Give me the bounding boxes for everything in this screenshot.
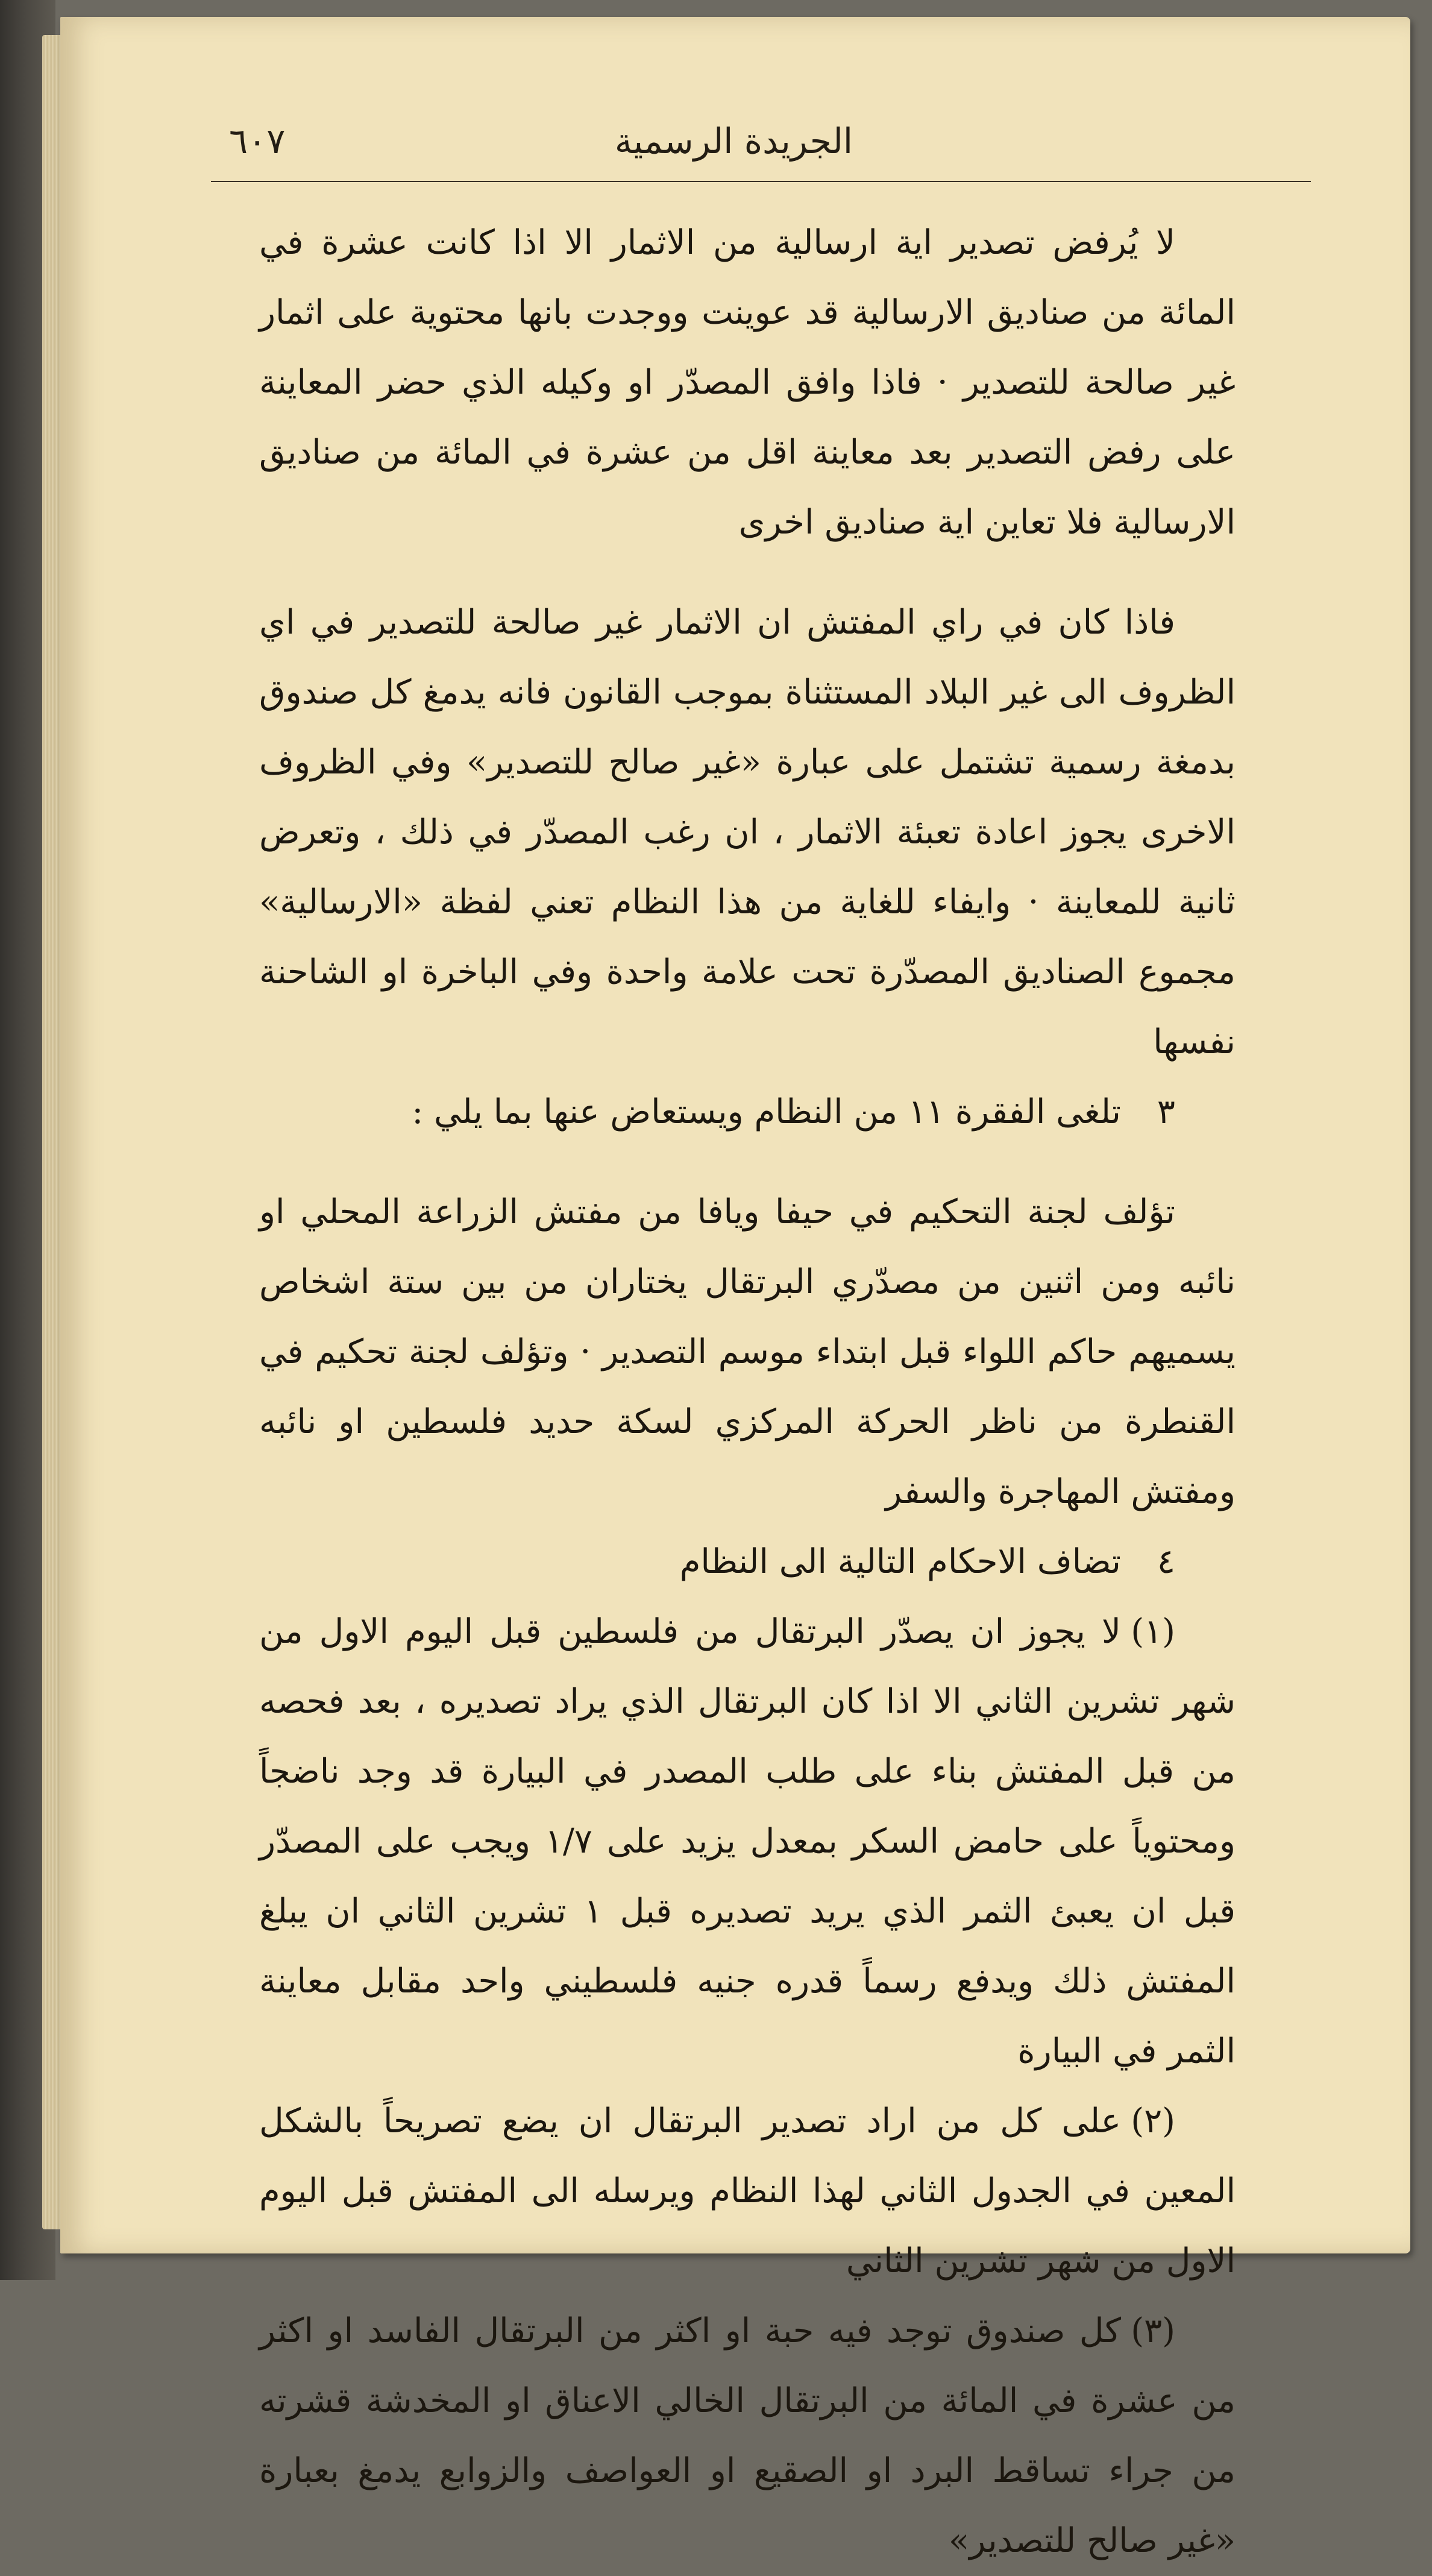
section-4-number: ٤ [1157,1542,1175,1581]
clause-1-number: (١) [1131,1612,1175,1651]
section-3 [259,1077,1236,1147]
clause-3-number: (٣) [1131,2311,1175,2351]
clause-3 [259,2296,1236,2576]
clause-1-text: لا يجوز ان يصدّر البرتقال من فلسطين قبل اليوم الاول من شهر تشرين الثاني الا اذا كان البرتقال الذي يراد تصديره ، بعد فحصه من قبل المفتش بناء على طلب المصدر في البيارة قد وجد ناضجاً ومحتوياً على حامض السكر بمعدل يزيد على ١/٧ ويجب على المصدّر قبل ان يعبئ الثمر الذي يريد تصديره قبل ١ تشرين الثاني ان يبلغ المفتش ذلك ويدفع رسماً قدره جنيه فلسطيني واحد مقابل معاينة الثمر في البيارة [259,1612,1236,2071]
paragraph-arbitration-committee: تؤلف لجنة التحكيم في حيفا ويافا من مفتش الزراعة المحلي او نائبه ومن اثنين من مصدّري البرتقال يختاران من بين ستة اشخاص يسميهم حاكم اللواء قبل ابتداء موسم التصدير · وتؤلف لجنة تحكيم في القنطرة من ناظر الحركة المركزي لسكة حديد فلسطين او نائبه ومفتش المهاجرة والسفر [259,1192,1236,1511]
clause-1 [259,1597,1236,2086]
clause-2-number: (٢) [1131,2102,1175,2141]
page-body [259,208,1236,2560]
section-3-number: ٣ [1157,1092,1175,1132]
section-4 [259,1527,1236,1597]
page-title: الجريدة الرسمية [614,121,853,162]
clause-3-text: كل صندوق توجد فيه حبة او اكثر من البرتقال الفاسد او اكثر من عشرة في المائة من البرتقال الخالي الاعناق او المخدشة قشرته من جراء تساقط البرد او الصقيع او العواصف والزوابع يدمغ بعبارة «غير صالح للتصدير» [259,2311,1236,2560]
page-number: ٦٠٧ [229,121,286,162]
clause-2-text: على كل من اراد تصدير البرتقال ان يضع تصريحاً بالشكل المعين في الجدول الثاني لهذا النظام ويرسله الى المفتش قبل اليوم الاول من شهر تشرين الثاني [259,2102,1236,2281]
page-header [151,121,1311,187]
paragraph-rejection-rule: لا يُرفض تصدير اية ارسالية من الاثمار الا اذا كانت عشرة في المائة من صناديق الارسالية قد عوينت ووجدت بانها محتوية على اثمار غير صالحة للتصدير · فاذا وافق المصدّر او وكيله الذي حضر المعاينة على رفض التصدير بعد معاينة اقل من عشرة في المائة من صناديق الارسالية فلا تعاين اية صناديق اخرى [259,223,1236,542]
header-rule [211,181,1311,182]
section-4-text: تضاف الاحكام التالية الى النظام [679,1542,1121,1581]
clause-2 [259,2086,1236,2296]
paragraph-inspector-opinion: فاذا كان في راي المفتش ان الاثمار غير صالحة للتصدير في اي الظروف الى غير البلاد المستثناة بموجب القانون فانه يدمغ كل صندوق بدمغة رسمية تشتمل على عبارة «غير صالح للتصدير» وفي الظروف الاخرى يجوز اعادة تعبئة الاثمار ، ان رغب المصدّر في ذلك ، وتعرض ثانية للمعاينة · وايفاء للغاية من هذا النظام تعني لفظة «الارسالية» مجموع الصناديق المصدّرة تحت علامة واحدة وفي الباخرة او الشاحنة نفسها [259,603,1236,1062]
section-3-text: تلغى الفقرة ١١ من النظام ويستعاض عنها بما يلي : [412,1092,1121,1132]
